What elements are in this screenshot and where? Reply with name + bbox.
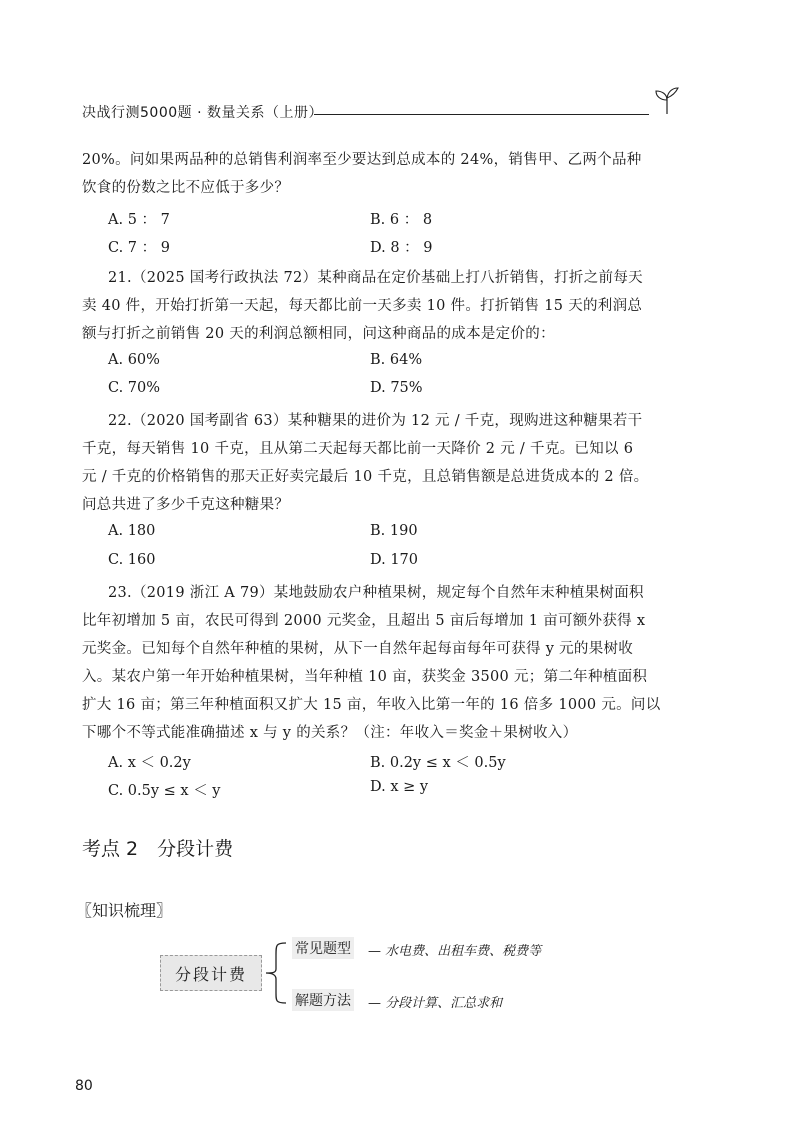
mindmap-branch-2-text: — 分段计算、汇总求和: [368, 996, 503, 1011]
q23-line-3: 元奖金。已知每个自然年种植的果树，从下一自然年起每亩每年可获得 y 元的果树收: [82, 641, 634, 657]
q20-option-a: A. 5 ： 7: [108, 212, 170, 228]
q21-option-d: D. 75%: [370, 380, 423, 396]
q23-line-5: 扩大 16 亩；第三年种植面积又扩大 15 亩，年收入比第一年的 16 倍多 1000 元。问以: [82, 697, 661, 713]
q23-option-d: D. x ≥ y: [370, 779, 429, 795]
q20-option-c: C. 7 ： 9: [108, 240, 170, 256]
q20-option-d: D. 8 ： 9: [370, 240, 433, 256]
knowledge-heading: 〖知识梳理〗: [76, 901, 173, 920]
header-rule: [314, 114, 649, 115]
q21-option-a: A. 60%: [108, 352, 160, 368]
q21-line-1: 21.（2025 国考行政执法 72）某种商品在定价基础上打八折销售，打折之前每天: [108, 270, 643, 286]
mindmap-branch-2-label: 解题方法: [292, 989, 354, 1011]
q22-option-a: A. 180: [108, 523, 156, 539]
q21-line-2: 卖 40 件，开始打折第一天起，每天都比前一天多卖 10 件。打折销售 15 天的利润总: [82, 298, 643, 314]
section-title: 考点 2 分段计费: [82, 838, 234, 860]
q22-line-1: 22.（2020 国考副省 63）某种糖果的进价为 12 元 / 千克，现购进这种糖果若干: [108, 413, 643, 429]
q23-option-c: C. 0.5y ≤ x ＜ y: [108, 783, 221, 799]
q20-cont-line-2: 饮食的份数之比不应低于多少？: [82, 180, 290, 196]
q23-option-b: B. 0.2y ≤ x ＜ 0.5y: [370, 755, 506, 771]
q22-option-b: B. 190: [370, 523, 418, 539]
q21-option-c: C. 70%: [108, 380, 161, 396]
running-header: [82, 102, 672, 126]
q22-line-2: 千克，每天销售 10 千克，且从第二天起每天都比前一天降价 2 元 / 千克。已知以 6: [82, 441, 634, 457]
mindmap-branch-1-label: 常见题型: [292, 937, 354, 959]
mindmap-branch-1-text: — 水电费、出租车费、税费等: [368, 944, 542, 959]
q21-line-3: 额与打折之前销售 20 天的利润总额相同，问这种商品的成本是定价的：: [82, 326, 555, 342]
q23-option-a: A. x ＜ 0.2y: [108, 755, 191, 771]
q23-line-2: 比年初增加 5 亩，农民可得到 2000 元奖金，且超出 5 亩后每增加 1 亩可额外获得 x: [82, 613, 646, 629]
book-title: 决战行测5000题 · 数量关系（上册）: [82, 105, 323, 121]
q22-option-d: D. 170: [370, 552, 419, 568]
q22-line-4: 问总共进了多少千克这种糖果？: [82, 497, 290, 513]
q20-cont-line-1: 20%。问如果两品种的总销售利润率至少要达到总成本的 24%，销售甲、乙两个品种: [82, 152, 642, 168]
q23-line-1: 23.（2019 浙江 A 79）某地鼓励农户种植果树，规定每个自然年末种植果树面积: [108, 585, 644, 601]
mindmap-brace: [260, 935, 290, 1015]
q22-option-c: C. 160: [108, 552, 156, 568]
q20-option-b: B. 6 ： 8: [370, 212, 433, 228]
q23-line-6: 下哪个不等式能准确描述 x 与 y 的关系？（注：年收入＝奖金＋果树收入）: [82, 725, 578, 741]
mindmap-center: 分段计费: [160, 955, 262, 991]
page-number: 80: [75, 1078, 93, 1094]
sprout-icon: [650, 84, 684, 118]
q23-line-4: 入。某农户第一年开始种植果树，当年种植 10 亩，获奖金 3500 元；第二年种植面积: [82, 669, 648, 685]
q21-option-b: B. 64%: [370, 352, 423, 368]
knowledge-mindmap: [150, 935, 630, 1015]
q22-line-3: 元 / 千克的价格销售的那天正好卖完最后 10 千克，且总销售额是总进货成本的 2 倍。: [82, 469, 649, 485]
